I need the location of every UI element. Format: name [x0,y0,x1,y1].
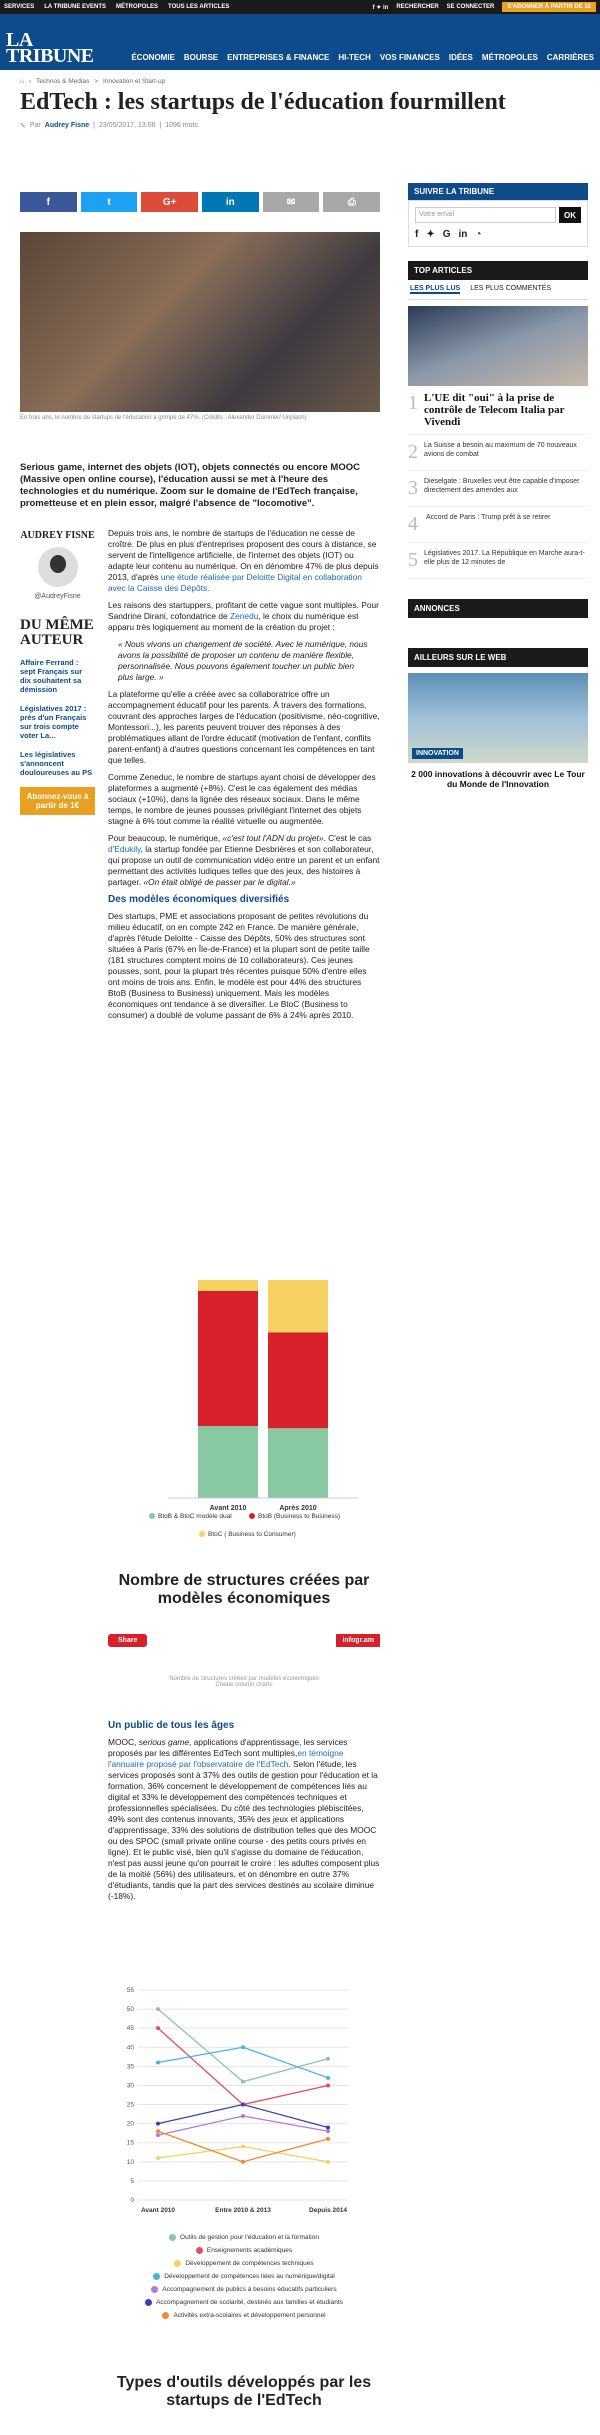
y-tick-label: 45 [126,2025,134,2033]
chart-legend [108,2234,380,2319]
rank-number: 5 [408,549,418,571]
data-point [241,2103,245,2107]
subscribe-button[interactable]: S'ABONNER À PARTIR DE 1€ [502,2,596,12]
data-point [241,2080,245,2084]
paragraph: La plateforme qu'elle a créée avec sa collaboratrice offre un accompagnement éducatif pour les parents. À travers des formations, couvrant des approches larges de l'éducation (positivisme, néo-cognitive, Montessori...), les parents peuvent trouver des réponses à des problématiques allant de l'ordre éducatif (motivation de l'enfant, conflits parent-enfant) à d'autres questions concernant les compétences en tant que telles. [108,689,380,765]
data-point [156,2133,160,2137]
rank-number: 4 [408,513,418,535]
chart-models-title: Nombre de structures créées par modèles économiques [118,1572,370,1607]
y-tick-label: 30 [126,2082,134,2090]
word-count: 1096 mots [165,122,198,129]
chart-models [108,1270,380,1552]
nav-item[interactable]: ÉCONOMIE [131,53,175,62]
data-point [241,2160,245,2164]
y-tick-label: 50 [126,2006,134,2014]
social-icons [415,229,581,240]
nav-item[interactable]: ENTREPRISES & FINANCE [227,53,330,62]
data-point [326,2083,330,2087]
data-point [156,2061,160,2065]
social-icons[interactable]: f ✦ in [372,4,389,11]
subscribe-cta[interactable]: Abonnez-vous à partir de 1€ [20,787,95,815]
y-tick-label: 15 [126,2139,134,2147]
services-menu[interactable]: SERVICES [4,4,35,10]
data-point [326,2057,330,2061]
sidebar [408,183,588,789]
series-line [158,2116,328,2135]
infogram-bar [108,1634,380,1647]
legend-swatch [249,1513,255,1519]
legend-swatch [199,1531,205,1537]
paragraph: Depuis trois ans, le nombre de startups de l'éducation ne cesse de croître. De plus en plus d'entreprises proposent des cours à distance, se servent de l'intelligence artificielle, de l'internet des objets (IOT) ou adapte leur contenu au numérique. On en dénombre 47% de plus depuis 2013, d'après une étude réalisée par Deloitte Digital en collaboration avec la Caisse des Dépôts. [108,528,379,593]
y-tick-label: 55 [126,1987,134,1994]
share-button[interactable]: f [20,192,77,212]
infogram-link[interactable]: infogr.am [336,1634,380,1647]
legend-item: Développement de compétences techniques [108,2260,380,2267]
top-article-item[interactable]: 3 Dieselgate : Bruxelles veut être capable d'imposer directement des amendes aux [408,471,588,507]
top-article-item[interactable]: 2 La Suisse a besoin au maximum de 70 nouveaux avions de combat [408,435,588,471]
bar-segment [198,1426,258,1498]
section-heading: Un public de tous les âges [108,1720,235,1731]
share-button[interactable]: t [81,192,138,212]
data-point [326,2160,330,2164]
paragraph: Les raisons des startuppers, profitant de cette vague sont multiples. Pour Sandrine Dirani, cofondatrice de Zenedu, le choix du numérique est apparu très logiquement au moment de la création du projet : [108,600,379,632]
legend-swatch [169,2234,176,2241]
article-body [108,528,380,1027]
data-point [156,2129,160,2133]
data-point [326,2125,330,2129]
data-point [241,2114,245,2118]
data-point [326,2137,330,2141]
pen-icon: ✎ [20,123,26,130]
quote: « Nous vivons un changement de société. Avec le numérique, nous avons la possibilité de proposer un contenu de manière flexible, personnalisée. Nous pouvons également toucher un public bien plus large. » [118,639,368,682]
rank-number: 2 [408,441,418,463]
tab-most-read[interactable]: LES PLUS LUS [410,285,461,292]
facebook-icon[interactable]: f [415,229,419,240]
gplus-icon[interactable]: G [442,229,451,240]
legend-item: Développement de compétences liées au numérique/digital [108,2273,380,2280]
paragraph: Des startups, PME et associations proposant de petites révolutions du milieu éducatif, on en compte 242 en France. De manière générale, d'après l'étude Deloitte - Caisse des Dépôts, 50% des structures sont situées à Paris (67% en Île-de-France) et la plupart sont de petite taille (181 structures comptent moins de 10 collaborateurs). Ces jeunes pousses, sont, pour la plupart très récentes puisque 50% d'entre elles ont moins de trois ans. Enfin, le modèle est pour 44% des structures BtoB (Business to Business) uniquement. Mais les modèles économiques ont tendance à se diversifier. Le BtoC (Business to consumer) a doublé de volume passant de 6% à 24% après 2010. [108,911,370,1020]
x-tick-label: Avant 2010 [209,1505,247,1512]
annuaire-link[interactable]: en témoigne l'annuaire proposé par l'observatoire de l'EdTech [108,1748,344,1769]
data-point [156,2026,160,2030]
data-point [156,2007,160,2011]
rank-number: 1 [408,392,418,414]
promo-image[interactable] [408,673,588,763]
rss-icon[interactable]: ◔ [475,229,482,240]
y-tick-label: 25 [126,2101,134,2109]
share-button[interactable]: ✉ [263,192,320,212]
data-point [326,2129,330,2133]
breadcrumb-item[interactable]: Innovation et Start-up [103,78,166,85]
bar-segment [198,1280,258,1291]
chart-tools-title: Types d'outils développés par les startups de l'EdTech [116,2374,372,2409]
main-nav [131,53,594,64]
innovation-badge: INNOVATION [412,748,463,759]
paragraph: Pour beaucoup, le numérique, «c'est tout l'ADN du projet». C'est le cas d'Edukily, la startup fondée par Etienne Desbrières et son collaborateur, qui propose un outil de communication vidéo entre un parent et un enfant permettant des activités ludiques telles que des jeux, des histoires à partager. «On était obligé de passer par le digital.» [108,833,380,887]
chart-tools [108,1982,380,2325]
y-tick-label: 20 [126,2120,134,2128]
legend-item: Enseignements académiques [108,2247,380,2254]
related-article-link[interactable]: Les législatives s'annoncent douloureuses au PS [20,750,93,777]
legend-item: Outils de gestion pour l'éducation et la formation [108,2234,380,2241]
data-point [241,2145,245,2149]
data-point [156,2122,160,2126]
share-bar [20,192,380,212]
x-tick-label: Depuis 2014 [309,2207,347,2214]
avatar [38,547,78,587]
zenedu-link[interactable]: Zenedu [229,611,259,621]
follow-title: SUIVRE LA TRIBUNE [408,183,588,200]
breadcrumb: ⌂ › Technos & Medias > Innovation et Start-up [20,78,166,85]
y-tick-label: 5 [130,2177,134,2185]
login-link[interactable]: SE CONNECTER [446,4,495,10]
legend-swatch [196,2247,203,2254]
elsewhere-title: AILLEURS SUR LE WEB [408,648,588,667]
more-by-author-list [20,658,95,777]
paragraph: MOOC, serious game, applications d'apprentissage, les services proposés par les différentes EdTech sont multiples,en témoigne l'annuaire proposé par l'observatoire de l'EdTech. Selon l'étude, les services proposés sont à 37% des outils de gestion pour l'éducation et la formation, 36% concernent le développement de compétences liés au digital et 33% le développement des compétences techniques et professionnelles spécialisées. Du côté des technologies plébiscitées, 49% sont des contenus innovants, 35% des jeux et applications d'apprentissage, 33% des solutions de distribution telles que des MOOC ou des SPOC (small private online course - des petits cours privés en ligne). Et le public visé, bien qu'il s'agisse du domaine de l'éducation, n'est pas aussi jeune qu'on pourrait le croire : les adultes composent plus de la moitié (56%) des utilisateurs, et on dénombre en outre 37% d'étudiants, tandis que la part des services destinés au scolaire diminue (-18%). [108,1737,380,1901]
article-lead: Serious game, internet des objets (IOT), objets connectés ou encore MOOC (Massive open online course), l'éducation aussi se met à l'heure des technologies et du numérique. Zoom sur le domaine de l'EdTech française, prometteuse et en plein essor, malgré l'absence de "locomotive". [20,462,360,509]
legend-item: Accompagnement de scolarité, destinés aux familles et étudiants [108,2299,380,2306]
photo-caption: En trois ans, le nombre de startups de l'éducation a grimpé de 47%. (Crédits : Alexander Dummer/ Unplash) [20,415,307,421]
bar-segment [268,1332,328,1428]
rank-number: 3 [408,477,418,499]
legend-swatch [162,2312,169,2319]
top-articles-title: TOP ARTICLES [408,261,588,280]
share-button[interactable]: in [202,192,259,212]
top-article-item[interactable]: 1 L'UE dit "oui" à la prise de contrôle de Telecom Italia par Vivendi [408,386,588,435]
top-utility-bar [0,0,600,14]
paragraph: Comme Zeneduc, le nombre de startups ayant choisi de développer des plateformes a augmenté (+8%). C'est le cas également des médias sociaux (+10%), dans la lignée des réseaux sociaux. Dans le même temps, le nombre de jeunes pousses privilégiant l'internet des objets stagne à 6% tout comme la réalité virtuelle ou augmentée. [108,772,376,826]
ads-title: ANNONCES [408,599,588,618]
legend-label: BtoC ( Business to Consumer) [208,1531,296,1538]
x-tick-label: Entre 2010 & 2013 [215,2207,271,2214]
nav-item[interactable]: IDÉES [448,53,473,62]
site-logo[interactable]: LA TRIBUNE [6,29,94,67]
x-tick-label: Avant 2010 [140,2207,176,2214]
edukily-link[interactable]: d'Edukily [108,844,141,854]
legend-swatch [153,2273,160,2280]
linkedin-icon[interactable]: in [458,229,468,240]
data-point [241,2045,245,2049]
top-article-image[interactable] [408,306,588,386]
events-menu[interactable]: LA TRIBUNE EVENTS [44,4,107,10]
page-title: EdTech : les startups de l'éducation fourmillent [20,89,506,115]
legend-swatch [149,1513,155,1519]
x-tick-label: Après 2010 [279,1505,317,1512]
series-line [158,2147,328,2162]
all-articles-link[interactable]: TOUS LES ARTICLES [168,4,230,10]
article-body-2 [108,1720,380,1908]
nav-item[interactable]: CARRIÈRES [546,53,594,62]
chart-footer: Nombre de structures créées par modèles économiques Create column charts [169,1676,319,1688]
top-article-item[interactable]: 4 Accord de Paris : Trump prêt à se retirer [408,507,588,543]
author-link[interactable]: Audrey Fisne [44,122,90,129]
legend-label: BtoB & BtoC modèle dual [158,1513,232,1520]
author-handle[interactable]: @AudreyFisne [34,593,81,600]
y-tick-label: 35 [126,2063,134,2071]
metropoles-menu[interactable]: MÉTROPOLES [116,4,159,10]
bar-segment [198,1291,258,1426]
home-icon[interactable]: ⌂ [20,78,24,85]
share-button[interactable]: ⎙ [323,192,380,212]
legend-swatch [145,2299,152,2306]
y-tick-label: 40 [126,2044,134,2052]
legend-item: Activités extra-scolaires et développement personnel [108,2312,380,2319]
email-input[interactable]: Votre email [415,207,556,223]
y-tick-label: 10 [126,2158,134,2166]
more-by-author-title: DU MÊME AUTEUR [20,617,94,648]
breadcrumb-item[interactable]: Technos & Medias [36,78,90,85]
article-photo [20,232,380,412]
site-header [0,14,600,70]
legend-swatch [174,2260,181,2267]
study-link[interactable]: une étude réalisée par Deloitte Digital en collaboration avec la Caisse des Dépôts [108,572,362,593]
share-button[interactable]: G+ [141,192,198,212]
related-article-link[interactable]: Affaire Ferrand : sept Français sur dix souhaitent sa démission [20,658,83,694]
share-button[interactable]: Share [108,1634,147,1647]
related-article-link[interactable]: Législatives 2017 : près d'un Français sur trois compte voter La... [20,704,87,740]
search-link[interactable]: RECHERCHER [396,4,439,10]
nav-item[interactable]: MÉTROPOLES [481,53,538,62]
bar-segment [268,1428,328,1498]
follow-box [408,200,588,247]
legend-label: BtoB (Business to Business) [258,1513,341,1520]
promo-link[interactable]: 2 000 innovations à découvrir avec Le Tour du Monde de l'Innovation [411,769,585,789]
article-meta: ✎ Par Audrey Fisne | 23/05/2017, 13:06 | 1096 mots [20,122,198,130]
nav-item[interactable]: HI-TECH [338,53,371,62]
legend-swatch [151,2286,158,2293]
y-tick-label: 0 [130,2197,134,2204]
data-point [156,2156,160,2160]
nav-item[interactable]: BOURSE [183,53,219,62]
top-article-item[interactable]: 5 Législatives 2017. La République en Marche aura-t-elle plus de 12 minutes de [408,543,588,579]
legend-item: Accompagnement de publics à besoins éducatifs particuliers [108,2286,380,2293]
twitter-icon[interactable]: ✦ [426,229,435,240]
nav-item[interactable]: VOS FINANCES [379,53,440,62]
date: 23/05/2017, 13:06 [98,122,156,129]
bar-segment [268,1280,328,1332]
section-heading: Des modèles économiques diversifiés [108,894,290,905]
author-column [20,530,95,815]
author-name: AUDREY FISNE [20,530,95,541]
tab-most-commented[interactable]: LES PLUS COMMENTÉS [470,285,552,292]
data-point [326,2076,330,2080]
ok-button[interactable]: OK [559,207,581,223]
